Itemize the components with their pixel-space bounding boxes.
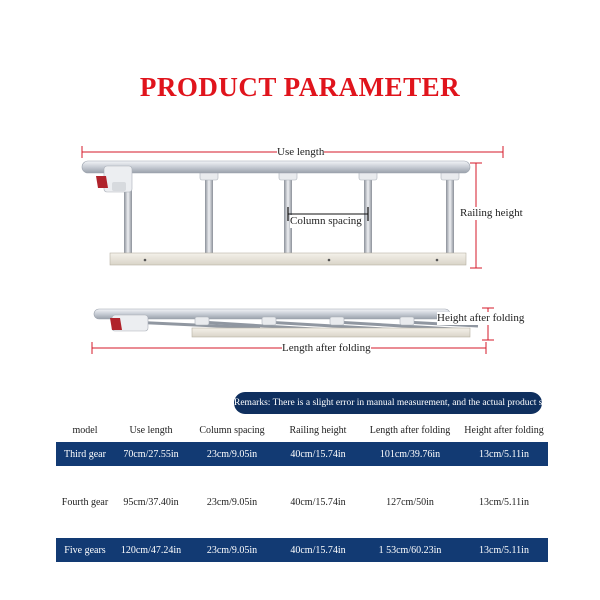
column-spacing-label: Column spacing	[290, 215, 362, 227]
page-title: PRODUCT PARAMETER	[139, 72, 461, 102]
cell-use-length: 70cm/27.55in	[114, 442, 188, 466]
cell-railing-height: 40cm/15.74in	[276, 538, 360, 562]
cell-column-spacing: 23cm/9.05in	[188, 538, 276, 562]
length-after-folding-label: Length after folding	[282, 342, 371, 354]
cell-railing-height: 40cm/15.74in	[276, 490, 360, 514]
cell-height-after-folding: 13cm/5.11in	[460, 490, 548, 514]
table-row	[56, 490, 548, 514]
cell-length-after-folding: 101cm/39.76in	[360, 442, 460, 466]
header-height-after-folding: Height after folding	[464, 424, 544, 436]
header-column-spacing: Column spacing	[199, 424, 265, 436]
header-use-length: Use length	[129, 424, 173, 436]
remarks-banner: Remarks: There is a slight error in manual measurement, and the actual product shall prevail	[234, 392, 542, 414]
cell-model: Fourth gear	[56, 490, 114, 514]
use-length-label: Use length	[277, 146, 325, 158]
cell-use-length: 120cm/47.24in	[114, 538, 188, 562]
cell-length-after-folding: 1 53cm/60.23in	[360, 538, 460, 562]
cell-model: Five gears	[56, 538, 114, 562]
table-row	[56, 538, 548, 562]
table-row	[56, 442, 548, 466]
height-after-folding-label: Height after folding	[437, 312, 525, 324]
cell-height-after-folding: 13cm/5.11in	[460, 538, 548, 562]
cell-column-spacing: 23cm/9.05in	[188, 442, 276, 466]
cell-railing-height: 40cm/15.74in	[276, 442, 360, 466]
specification-table	[56, 418, 548, 562]
cell-length-after-folding: 127cm/50in	[360, 490, 460, 514]
upright-railing	[82, 146, 503, 268]
header-model: model	[72, 424, 98, 436]
header-railing-height: Railing height	[289, 424, 347, 436]
table-header-row	[56, 418, 548, 442]
cell-column-spacing: 23cm/9.05in	[188, 490, 276, 514]
railing-height-label: Railing height	[460, 207, 523, 219]
cell-model: Third gear	[56, 442, 114, 466]
cell-use-length: 95cm/37.40in	[114, 490, 188, 514]
cell-height-after-folding: 13cm/5.11in	[460, 442, 548, 466]
header-length-after-folding: Length after folding	[369, 424, 451, 436]
